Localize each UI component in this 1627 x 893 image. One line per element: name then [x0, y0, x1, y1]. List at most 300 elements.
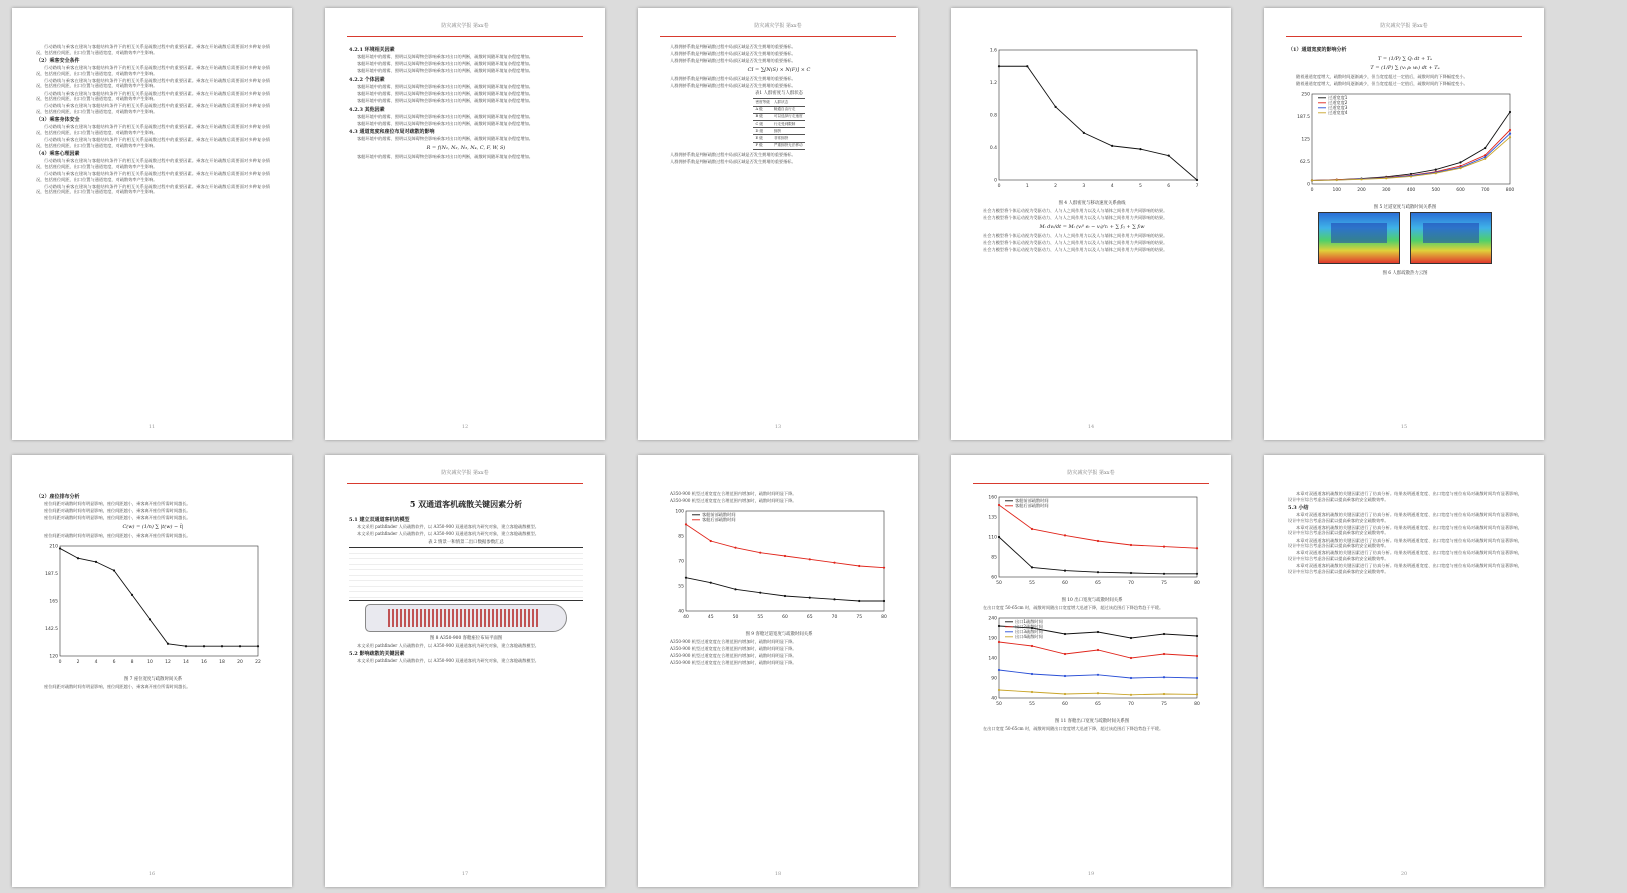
x-tick-label: 400: [1406, 188, 1416, 194]
figure-7-chart: [36, 540, 266, 670]
data-point: [759, 592, 761, 594]
data-point: [1484, 158, 1486, 160]
paragraph: 座位间距对疏散时间有明显影响，座位间距越小，乘客离开座位所需时间越长。: [44, 501, 191, 506]
data-point: [1083, 132, 1085, 134]
table-cell: 畅通自由行走: [772, 106, 805, 113]
section-heading: 4.2.1 环境相关因素: [349, 47, 395, 53]
data-point: [998, 641, 1000, 643]
paragraph: 行动路线与乘客在建筑与客舱结构条件下的相互关系是疏散过程中的重要因素。乘客在开始疏散后需要面对多种复杂情况，包括座位间距、出口位置与通道宽度，对疏散效率产生影响。: [36, 171, 270, 182]
paragraph: 客舱环境中的烟雾、照明以及障碍物会影响乘客对出口的判断，疏散时间随环境复杂程度增加。: [357, 54, 533, 59]
chapter-title: 5 双通道客机疏散关键因素分析: [409, 499, 523, 509]
x-tick-label: 4: [94, 659, 98, 665]
heatmap-figure: [1288, 212, 1522, 268]
plot-frame: [999, 497, 1197, 577]
paragraph: 人群拥挤系数是判断疏散过程中局部区域是否发生拥堵的重要指标。: [670, 75, 796, 81]
data-point: [710, 582, 712, 584]
data-point: [858, 600, 860, 602]
header-rule: [1286, 36, 1522, 37]
x-tick-label: 20: [237, 659, 243, 665]
exit-parameter-table: [349, 547, 583, 601]
section-heading: 5.2 影响疏散的关键因素: [349, 651, 405, 658]
x-tick-label: 600: [1456, 188, 1465, 194]
y-tick-label: 250: [1301, 92, 1310, 98]
data-point: [1139, 148, 1141, 150]
paragraph: 行动路线与乘客在建筑与客舱结构条件下的相互关系是疏散过程中的重要因素。乘客在开始疏散后需要面对多种复杂情况，包括座位间距、出口位置与通道宽度，对疏散效率产生影响。: [36, 137, 270, 148]
paragraph: 客舱环境中的烟雾、照明以及障碍物会影响乘客对出口的判断，疏散时间随环境复杂程度增加。: [357, 120, 533, 126]
data-point: [1385, 177, 1387, 179]
legend-label: 客舱前部疏散时间: [702, 512, 736, 518]
y-tick-label: 140: [988, 656, 997, 662]
data-point: [685, 523, 687, 525]
running-header: 防灾减灾学报 第xx卷: [1067, 470, 1115, 476]
x-tick-label: 50: [732, 615, 739, 621]
paragraph: 座位间距对疏散时间有明显影响，座位间距越小，乘客离开座位所需时间越长。: [44, 683, 191, 689]
data-point: [1097, 631, 1099, 633]
data-point: [1031, 528, 1033, 530]
x-tick-label: 0: [58, 659, 62, 665]
data-point: [1064, 653, 1066, 655]
legend-label: 过道宽度3: [1328, 105, 1348, 111]
header-rule: [347, 36, 583, 37]
data-point: [833, 598, 835, 600]
data-point: [1311, 179, 1313, 181]
page-11[interactable]: [12, 8, 292, 440]
x-tick-label: 55: [1029, 581, 1035, 586]
legend-label: 出口1疏散时间: [1015, 619, 1043, 625]
table-caption: 表1 人群密度与人群状态: [754, 91, 804, 97]
x-tick-label: 75: [856, 615, 863, 621]
x-tick-label: 80: [1194, 581, 1200, 586]
data-point: [1097, 649, 1099, 651]
data-point: [1163, 633, 1165, 635]
paragraph: 随着通道宽度增大，疏散时间逐渐减少，但当宽度超过一定值后，疏散时间的下降幅度变小。: [1296, 74, 1468, 79]
series-line: [999, 537, 1197, 574]
table-row: [753, 142, 804, 149]
data-point: [1130, 544, 1132, 546]
section-heading: （3）乘客身体安全: [36, 117, 80, 124]
table-cell: B 级: [753, 113, 771, 120]
paragraph: 行动路线与乘客在建筑与客舱结构条件下的相互关系是疏散过程中的重要因素。乘客在开始疏散后需要面对多种复杂情况，包括座位间距、出口位置与通道宽度，对疏散效率产生影响。: [36, 90, 270, 102]
paragraph: 行动路线与乘客在建筑与客舱结构条件下的相互关系是疏散过程中的重要因素。乘客在开始疏散后需要面对多种复杂情况，包括座位间距、出口位置与通道宽度，对疏散效率产生影响。: [36, 158, 270, 169]
x-tick-label: 12: [165, 659, 171, 665]
data-point: [77, 557, 79, 559]
y-tick-label: 0: [994, 178, 997, 184]
data-point: [1196, 573, 1198, 575]
paragraph: 座位间距对疏散时间有明显影响，座位间距越小，乘客离开座位所需时间越长。: [44, 515, 191, 521]
paragraph: 本文采用 pathfinder 人员疏散软件，以 A350-900 双通道客机为研究对象，建立客舱疏散模型。: [357, 658, 539, 664]
x-tick-label: 6: [1167, 184, 1171, 189]
page-19[interactable]: [951, 455, 1231, 887]
plot-frame: [999, 50, 1197, 180]
data-point: [203, 645, 205, 647]
page-13[interactable]: [638, 8, 918, 440]
x-tick-label: 200: [1357, 188, 1366, 194]
page-number: 13: [774, 424, 782, 430]
paragraph: 本文采用 pathfinder 人员疏散软件，以 A350-900 双通道客机为研究对象，建立客舱疏散模型。: [357, 642, 539, 648]
section-heading: （2）乘客安全条件: [36, 58, 80, 65]
data-point: [1064, 570, 1066, 572]
x-tick-label: 2: [1054, 184, 1058, 189]
paragraph: A350-900 机型过道宽度在合理范围内增加时，疏散时间明显下降。: [670, 646, 797, 652]
figure-caption: 图 7 座位宽度与疏散时间关系: [123, 676, 183, 682]
x-tick-label: 80: [1194, 702, 1200, 708]
legend-label: 客舱前部疏散时间: [1015, 498, 1049, 503]
paragraph: A350-900 机型过道宽度在合理范围内增加时，疏散时间明显下降。: [670, 660, 797, 666]
paragraph: 本文采用 pathfinder 人员疏散软件，以 A350-900 双通道客机为研究对象，建立客舱疏散模型。: [357, 524, 539, 529]
legend-label: 客舱后部疏散时间: [1015, 503, 1049, 508]
data-point: [809, 597, 811, 599]
table-caption: 表 2 情景一和情景二出口数据参数汇总: [428, 539, 504, 545]
x-tick-label: 65: [1095, 581, 1101, 586]
x-tick-label: 55: [757, 615, 764, 621]
header-rule: [973, 483, 1209, 484]
data-point: [1163, 676, 1165, 678]
x-tick-label: 2: [76, 659, 80, 665]
paragraph: A350-900 机型过道宽度在合理范围内增加时，疏散时间明显下降。: [670, 498, 797, 504]
table-row: [753, 121, 804, 128]
x-tick-label: 75: [1161, 702, 1167, 708]
legend-label: 出口4疏散时间: [1015, 634, 1043, 640]
data-point: [113, 569, 115, 571]
x-tick-label: 6: [112, 659, 116, 665]
page-number: 15: [1400, 424, 1408, 430]
data-point: [1509, 129, 1511, 131]
data-point: [221, 645, 223, 647]
x-tick-label: 10: [147, 659, 153, 665]
running-header: 防灾减灾学报 第xx卷: [441, 470, 489, 476]
data-point: [883, 567, 885, 569]
figure-11-chart: [975, 612, 1205, 712]
data-point: [998, 625, 1000, 627]
data-point: [784, 555, 786, 557]
y-tick-label: 135: [988, 515, 997, 521]
table-cell: 行走受到限制: [772, 121, 805, 128]
x-tick-label: 300: [1381, 188, 1391, 194]
table-cell: 严重拥挤无法移动: [772, 142, 805, 149]
data-point: [1130, 657, 1132, 659]
x-tick-label: 16: [201, 659, 207, 665]
data-point: [1336, 179, 1338, 181]
paragraph: 本文采用 pathfinder 人员疏散软件，以 A350-900 双通道客机为研究对象，建立客舱疏散模型。: [357, 531, 539, 537]
x-tick-label: 55: [1029, 702, 1035, 708]
data-point: [883, 600, 885, 602]
data-point: [1484, 147, 1486, 149]
page-number: 19: [1087, 871, 1095, 877]
table-row: [753, 99, 804, 106]
y-tick-label: 0.4: [989, 146, 997, 151]
section-heading: 4.3 通道宽度和座位布局对疏散的影响: [349, 129, 435, 136]
table-cell: 非常拥挤: [772, 135, 805, 142]
figure-caption: 图 8 A350-900 客舱座位布局平面图: [429, 635, 503, 641]
paragraph: 本章对双通道客机疏散的关键因素进行了仿真分析。结果表明通道宽度、出口宽度与座位布局对疏散时间均有显著影响，设计中应综合考虑各因素以提高乘客的安全疏散效率。: [1288, 562, 1522, 574]
paragraph: 人群拥挤系数是判断疏散过程中局部区域是否发生拥堵的重要指标。: [670, 158, 796, 164]
data-point: [1031, 566, 1033, 568]
data-point: [1196, 677, 1198, 679]
paragraph: 客舱环境中的烟雾、照明以及障碍物会影响乘客对出口的判断，疏散时间随环境复杂程度增加。: [357, 61, 533, 67]
y-tick-label: 110: [988, 535, 997, 541]
paragraph: A350-900 机型过道宽度在合理范围内增加时，疏散时间明显下降。: [670, 653, 797, 659]
section-heading: 5.3 小结: [1288, 505, 1309, 512]
y-tick-label: 40: [678, 609, 684, 615]
series-line: [686, 578, 884, 601]
data-point: [1097, 674, 1099, 676]
figure-10-chart: [975, 491, 1205, 591]
table-row: [753, 106, 804, 113]
data-point: [1196, 179, 1198, 181]
y-tick-label: 55: [678, 584, 684, 590]
x-tick-label: 65: [1095, 702, 1101, 708]
data-point: [1064, 534, 1066, 536]
page-12[interactable]: [325, 8, 605, 440]
x-tick-label: 70: [831, 615, 838, 621]
legend-label: 客舱后部疏散时间: [702, 517, 736, 523]
paragraph: 社会力模型将个体运动视为受驱动力、人与人之间作用力以及人与墙体之间作用力共同影响的结果。: [983, 239, 1168, 245]
data-point: [1054, 106, 1056, 108]
paragraph: 本章对双通道客机疏散的关键因素进行了仿真分析。结果表明通道宽度、出口宽度与座位布局对疏散时间均有显著影响，设计中应综合考虑各因素以提高乘客的安全疏散效率。: [1288, 524, 1522, 536]
data-point: [1064, 633, 1066, 635]
paragraph: 行动路线与乘客在建筑与客舱结构条件下的相互关系是疏散过程中的重要因素。乘客在开始疏散后需要面对多种复杂情况，包括座位间距、出口位置与通道宽度，对疏散效率产生影响。: [36, 103, 270, 114]
table-cell: 拥挤: [772, 128, 805, 135]
paragraph: 本章对双通道客机疏散的关键因素进行了仿真分析。结果表明通道宽度、出口宽度与座位布局对疏散时间均有显著影响，设计中应综合考虑各因素以提高乘客的安全疏散效率。: [1288, 491, 1522, 502]
table-cell: 人群状态: [772, 99, 805, 106]
paragraph: 人群拥挤系数是判断疏散过程中局部区域是否发生拥堵的重要指标。: [670, 82, 796, 88]
paragraph: 人群拥挤系数是判断疏散过程中局部区域是否发生拥堵的重要指标。: [670, 44, 796, 49]
paragraph: 行动路线与乘客在建筑与客舱结构条件下的相互关系是疏散过程中的重要因素。乘客在开始疏散后需要面对多种复杂情况，包括座位间距、出口位置与通道宽度，对疏散效率产生影响。: [36, 183, 270, 195]
paragraph: 行动路线与乘客在建筑与客舱结构条件下的相互关系是疏散过程中的重要因素。乘客在开始疏散后需要面对多种复杂情况，包括座位间距、出口位置与通道宽度，对疏散效率产生影响。: [36, 65, 270, 76]
y-tick-label: 142.5: [45, 626, 58, 632]
y-tick-label: 190: [988, 636, 997, 642]
data-point: [1097, 540, 1099, 542]
y-tick-label: 187.5: [45, 571, 58, 577]
paragraph: 本章对双通道客机疏散的关键因素进行了仿真分析。结果表明通道宽度、出口宽度与座位布局对疏散时间均有显著影响，设计中应综合考虑各因素以提高乘客的安全疏散效率。: [1288, 512, 1522, 523]
x-tick-label: 50: [996, 581, 1002, 586]
x-tick-label: 100: [1332, 188, 1342, 194]
page-15[interactable]: [1264, 8, 1544, 440]
x-tick-label: 1: [1025, 184, 1029, 189]
running-header: 防灾减灾学报 第xx卷: [441, 23, 489, 29]
figure-caption: 图 9 客舱过道宽度与疏散时间关系: [745, 632, 813, 638]
data-point: [1097, 571, 1099, 573]
page-14[interactable]: [951, 8, 1231, 440]
heatmap-right: [1410, 212, 1492, 264]
page-20[interactable]: [1264, 455, 1544, 887]
data-point: [1111, 145, 1113, 147]
page-16[interactable]: [12, 455, 292, 887]
section-heading: 4.2.3 其他因素: [349, 106, 385, 113]
data-point: [734, 588, 736, 590]
legend-label: 过道宽度1: [1328, 95, 1348, 101]
data-point: [1410, 176, 1412, 178]
x-tick-label: 0: [1310, 188, 1314, 194]
x-tick-label: 60: [782, 615, 788, 621]
data-point: [1163, 546, 1165, 548]
page-number: 16: [148, 871, 156, 877]
data-point: [1509, 133, 1511, 135]
legend-label: 出口2疏散时间: [1015, 624, 1043, 630]
x-tick-label: 70: [1128, 581, 1134, 586]
figure-4-chart: [975, 44, 1205, 194]
data-point: [1130, 572, 1132, 574]
section-heading: （2）座位排布分析: [36, 494, 80, 500]
series-line: [686, 525, 884, 568]
heatmap-left: [1318, 212, 1400, 264]
paragraph: 行动路线与乘客在建筑与客舱结构条件下的相互关系是疏散过程中的重要因素。乘客在开始疏散后需要面对多种复杂情况，包括座位间距、出口位置与通道宽度，对疏散效率产生影响。: [36, 124, 270, 136]
data-point: [1360, 178, 1362, 180]
table-row: [753, 128, 804, 135]
page-number: 14: [1087, 424, 1095, 430]
data-point: [1130, 694, 1132, 696]
paragraph: 客舱环境中的烟雾、照明以及障碍物会影响乘客对出口的判断，疏散时间随环境复杂程度增加。: [357, 68, 533, 74]
figure-5-chart: [1288, 88, 1518, 198]
paragraph: 客舱环境中的烟雾、照明以及障碍物会影响乘客对出口的判断，疏散时间随环境复杂程度增加。: [357, 113, 533, 119]
data-point: [858, 565, 860, 567]
page-18[interactable]: [638, 455, 918, 887]
data-point: [998, 689, 1000, 691]
data-point: [685, 577, 687, 579]
table-cell: 可以选择行走速度: [772, 113, 805, 120]
paragraph: 座位间距对疏散时间有明显影响，座位间距越小，乘客离开座位所需时间越长。: [44, 532, 191, 538]
x-tick-label: 75: [1161, 581, 1167, 586]
paragraph: 随着通道宽度增大，疏散时间逐渐减少，但当宽度超过一定值后，疏散时间的下降幅度变小。: [1296, 81, 1468, 87]
data-point: [998, 504, 1000, 506]
paragraph: 客舱环境中的烟雾、照明以及障碍物会影响乘客对出口的判断，疏散时间随环境复杂程度增加。: [357, 83, 533, 89]
data-point: [1196, 655, 1198, 657]
data-point: [1459, 161, 1461, 163]
section-heading: （1）通道宽度的影响分析: [1288, 47, 1347, 53]
paragraph: A350-900 机型过道宽度在合理范围内增加时，疏散时间明显下降。: [670, 639, 797, 645]
table-row: [753, 113, 804, 120]
y-tick-label: 100: [675, 509, 684, 515]
x-tick-label: 3: [1082, 184, 1086, 189]
y-tick-label: 1.2: [989, 81, 997, 86]
data-point: [1168, 155, 1170, 157]
paragraph: 社会力模型将个体运动视为受驱动力、人与人之间作用力以及人与墙体之间作用力共同影响的结果。: [983, 246, 1168, 252]
data-point: [998, 65, 1000, 67]
data-point: [833, 562, 835, 564]
y-tick-label: 90: [991, 676, 997, 682]
x-tick-label: 80: [881, 615, 887, 621]
paragraph: 行动路线与乘客在建筑与客舱结构条件下的相互关系是疏散过程中的重要因素。乘客在开始疏散后需要面对多种复杂情况，包括座位间距、出口位置与通道宽度，对疏散效率产生影响。: [36, 77, 270, 89]
y-tick-label: 85: [991, 555, 997, 561]
figure-caption: 图 10 出口宽度与疏散时间关系: [1061, 598, 1123, 603]
y-tick-label: 70: [678, 559, 684, 565]
page-number: 12: [461, 424, 469, 430]
x-tick-label: 45: [707, 615, 714, 621]
data-point: [239, 645, 241, 647]
section-heading: 5.1 建立双通道客机的模型: [349, 517, 410, 523]
data-point: [1435, 169, 1437, 171]
data-point: [759, 552, 761, 554]
x-tick-label: 50: [996, 702, 1002, 708]
equation: T = (1/P) ∑ (vᵢ ρᵢ wᵢ) dt + Tₑ: [1370, 65, 1440, 71]
page-17[interactable]: [325, 455, 605, 887]
paragraph: 本章对双通道客机疏散的关键因素进行了仿真分析。结果表明通道宽度、出口宽度与座位布局对疏散时间均有显著影响，设计中应综合考虑各因素以提高乘客的安全疏散效率。: [1288, 550, 1522, 561]
paragraph: 社会力模型将个体运动视为受驱动力、人与人之间作用力以及人与墙体之间作用力共同影响的结果。: [983, 215, 1168, 221]
legend-label: 过道宽度2: [1328, 100, 1348, 106]
plot-frame: [60, 546, 258, 656]
page-number: 18: [774, 871, 782, 877]
data-point: [131, 594, 133, 596]
cabin-seat-layout: [365, 604, 567, 632]
y-tick-label: 1.6: [989, 48, 997, 54]
data-point: [998, 669, 1000, 671]
data-point: [1064, 675, 1066, 677]
x-tick-label: 8: [130, 659, 134, 665]
y-tick-label: 0.8: [989, 113, 997, 119]
x-tick-label: 60: [1062, 581, 1068, 586]
paragraph: 人群拥挤系数是判断疏散过程中局部区域是否发生拥堵的重要指标。: [670, 58, 796, 64]
running-header: 防灾减灾学报 第xx卷: [1380, 23, 1428, 29]
x-tick-label: 22: [255, 659, 261, 665]
y-tick-label: 125: [1301, 137, 1310, 143]
paragraph: A350-900 机型过道宽度在合理范围内增加时，疏散时间明显下降。: [670, 491, 797, 496]
series-line: [999, 66, 1197, 180]
data-point: [809, 558, 811, 560]
figure-caption: 图 6 人群疏散热力云图: [1382, 271, 1428, 277]
equation: R = f(N₁, N₂, N₃, N₄, C, F, W, S): [426, 144, 506, 151]
data-point: [1031, 691, 1033, 693]
page-number: 20: [1400, 871, 1408, 877]
x-tick-label: 5: [1138, 184, 1142, 189]
legend-label: 出口3疏散时间: [1015, 629, 1043, 635]
x-tick-label: 0: [997, 184, 1001, 189]
table-cell: E 级: [753, 135, 771, 142]
data-point: [1459, 167, 1461, 169]
data-point: [185, 645, 187, 647]
data-point: [710, 540, 712, 542]
paragraph: 行动路线与乘客在建筑与客舱结构条件下的相互关系是疏散过程中的重要因素。乘客在开始疏散后需要面对多种复杂情况，包括座位间距、出口位置与通道宽度，对疏散效率产生影响。: [36, 44, 270, 55]
y-tick-label: 187.5: [1297, 115, 1310, 121]
data-point: [1031, 673, 1033, 675]
paragraph: 客舱环境中的烟雾、照明以及障碍物会影响乘客对出口的判断，疏散时间随环境复杂程度增加。: [357, 153, 533, 159]
data-point: [95, 561, 97, 563]
data-point: [1097, 692, 1099, 694]
paragraph: 客舱环境中的烟雾、照明以及障碍物会影响乘客对出口的判断，疏散时间随环境复杂程度增加。: [357, 97, 533, 103]
data-point: [1130, 637, 1132, 639]
section-heading: （4）乘客心理因素: [36, 151, 80, 158]
page-number: 11: [148, 424, 156, 430]
y-tick-label: 85: [678, 534, 684, 540]
x-tick-label: 14: [183, 659, 189, 665]
density-table: [753, 98, 804, 149]
series-line: [1312, 112, 1510, 180]
y-tick-label: 0: [1307, 182, 1310, 188]
x-tick-label: 800: [1505, 188, 1515, 194]
running-header: 防灾减灾学报 第xx卷: [754, 23, 802, 29]
y-tick-label: 210: [49, 544, 58, 550]
table-cell: F 级: [753, 142, 771, 149]
series-line: [60, 548, 258, 646]
section-heading: 4.2.2 个体因素: [349, 76, 385, 83]
paragraph: 人群拥挤系数是判断疏散过程中局部区域是否发生拥堵的重要指标。: [670, 51, 796, 57]
figure-caption: 图 5 过道宽度与疏散时间关系图: [1373, 205, 1437, 211]
table-row: [753, 135, 804, 142]
paragraph: 社会力模型将个体运动视为受驱动力、人与人之间作用力以及人与墙体之间作用力共同影响的结果。: [983, 232, 1168, 238]
paragraph: 座位间距对疏散时间有明显影响，座位间距越小，乘客离开座位所需时间越长。: [44, 508, 191, 514]
data-point: [167, 643, 169, 645]
data-point: [1509, 111, 1511, 113]
y-tick-label: 165: [49, 599, 58, 605]
header-rule: [347, 483, 583, 484]
data-point: [59, 547, 61, 549]
data-point: [1196, 693, 1198, 695]
x-tick-label: 60: [1062, 702, 1068, 708]
data-point: [1196, 635, 1198, 637]
x-tick-label: 65: [806, 615, 813, 621]
paragraph: 社会力模型将个体运动视为受驱动力、人与人之间作用力以及人与墙体之间作用力共同影响的结果。: [983, 208, 1168, 213]
x-tick-label: 40: [683, 615, 689, 621]
data-point: [1435, 172, 1437, 174]
